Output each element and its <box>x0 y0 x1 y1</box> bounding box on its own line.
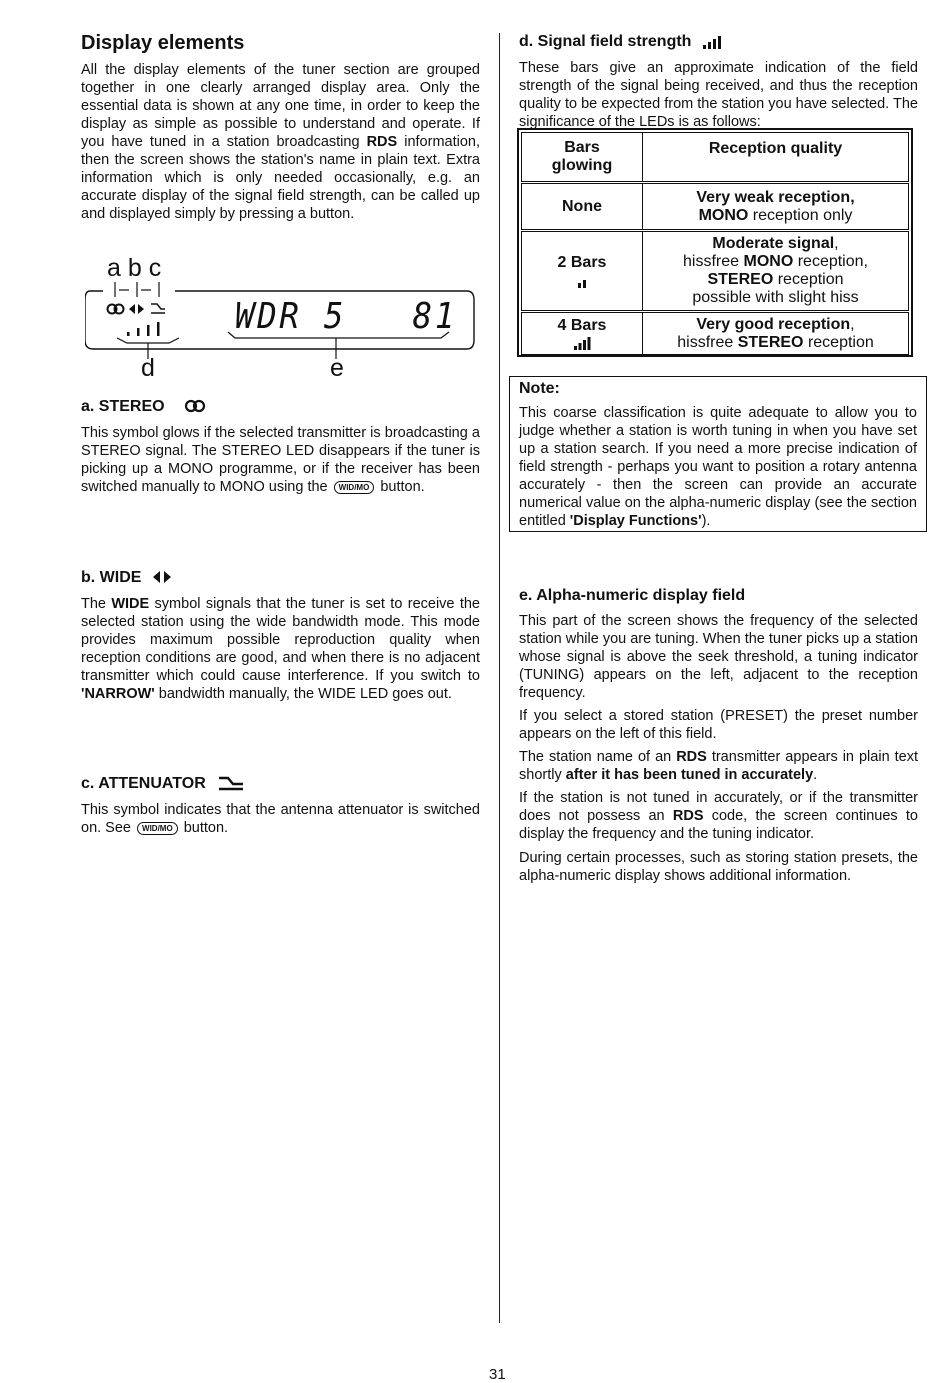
four-bars-icon <box>573 337 591 350</box>
wide-icon <box>129 304 144 314</box>
wid-mo-button-icon: WID/MO <box>137 822 178 835</box>
wid-mo-button-icon: WID/MO <box>334 481 375 494</box>
table-header-row <box>521 132 909 182</box>
attenuator-text: This symbol indicates that the antenna attenuator is switched on. See WID/MO button. <box>81 802 480 836</box>
diagram-label-d: d <box>141 354 155 382</box>
table-row: 4 Bars Very good reception, hissfree STEREO reception <box>521 312 909 355</box>
wide-icon <box>152 570 174 584</box>
alphanumeric-text-5: During certain processes, such as storing station presets, the alpha-numeric display shows additional information. <box>519 850 918 884</box>
wide-heading: b. WIDE <box>81 569 174 587</box>
section-title: Display elements <box>81 32 245 54</box>
attenuator-icon <box>151 304 165 313</box>
intro-paragraph: All the display elements of the tuner section are grouped together in one clearly arranged display area. Only the essential data is shown at any one time, in order to keep the display as simple as possible to understand and operate. If you have tuned in a station broadcasting RDS information, then the screen shows the station's name in plain text. Extra information which is only needed occasionally, e.g. an accurate display of the signal field strength, can be called up and displayed simply by pressing a button. <box>81 62 480 222</box>
attenuator-heading: c. ATTENUATOR <box>81 775 244 793</box>
table-header-quality: Reception quality <box>708 140 843 157</box>
note-text: This coarse classification is quite adequate to allow you to judge whether a station is worth tuning in when you have set up a station search. If you need a more precise indication of field strength - perhaps you want to position a rotary antenna accurately - then the screen can provide an accurate numerical value on the alpha-numeric display (see the section entitled 'Display Functions'). <box>519 405 917 529</box>
alphanumeric-heading: e. Alpha-numeric display field <box>519 587 746 604</box>
alphanumeric-text-4: If the station is not tuned in accurately, or if the transmitter does not possess an RDS code, the screen continues to display the frequency and the tuning indicator. <box>519 790 918 842</box>
signal-strength-heading: d. Signal field strength <box>519 33 722 51</box>
diagram-labels-abc: a b c <box>107 254 162 282</box>
alphanumeric-text-1: This part of the screen shows the frequency of the selected station while you are tuning. When the tuner picks up a station whose signal is above the seek threshold, a tuning indicator (TUNING) appears on the left, adjacent to the reception frequency. <box>519 613 918 701</box>
wide-text: The WIDE symbol signals that the tuner is set to receive the selected station using the wide bandwidth mode. This mode provides maximum possible reproduction quality when reception conditions are good, and when there is no adjacent transmitter which could cause interference. If you switch to 'NARROW' bandwidth manually, the WIDE LED goes out. <box>81 596 480 702</box>
column-divider <box>499 33 500 1323</box>
table-header-bars: Bars glowing <box>551 139 613 174</box>
page-number: 31 <box>489 1366 506 1383</box>
signal-bars-icon <box>127 322 160 336</box>
two-bars-icon <box>577 278 587 288</box>
stereo-icon <box>183 399 209 413</box>
stereo-icon <box>108 305 124 314</box>
note-box <box>509 376 927 532</box>
table-row: None Very weak reception, MONO reception only <box>521 183 909 230</box>
diagram-label-e: e <box>330 354 344 382</box>
stereo-heading: a. STEREO <box>81 398 209 416</box>
stereo-text: This symbol glows if the selected transmitter is broadcasting a STEREO signal. The STEREO LED disappears if the tuner is picking up a MONO programme, or if the receiver has been switched manually to MONO using the WID/MO button. <box>81 425 480 495</box>
alphanumeric-text-2: If you select a stored station (PRESET) the preset number appears on the left of this field. <box>519 708 918 742</box>
lcd-text: WDR 5 81 <box>235 296 458 337</box>
attenuator-icon <box>218 775 244 791</box>
signal-strength-text: These bars give an approximate indication of the field strength of the signal being received, and thus the reception quality to be expected from the station you have selected. The significance of the LEDs is as follows: <box>519 60 918 130</box>
alphanumeric-text-3: The station name of an RDS transmitter appears in plain text shortly after it has been tuned in accurately. <box>519 749 919 783</box>
signal-bars-icon <box>702 35 722 49</box>
note-title: Note: <box>519 380 560 397</box>
signal-quality-table <box>517 128 913 357</box>
table-row: 2 Bars Moderate signal, hissfree MONO reception, STEREO reception possible with slight hiss <box>521 231 909 311</box>
display-diagram <box>85 252 477 387</box>
